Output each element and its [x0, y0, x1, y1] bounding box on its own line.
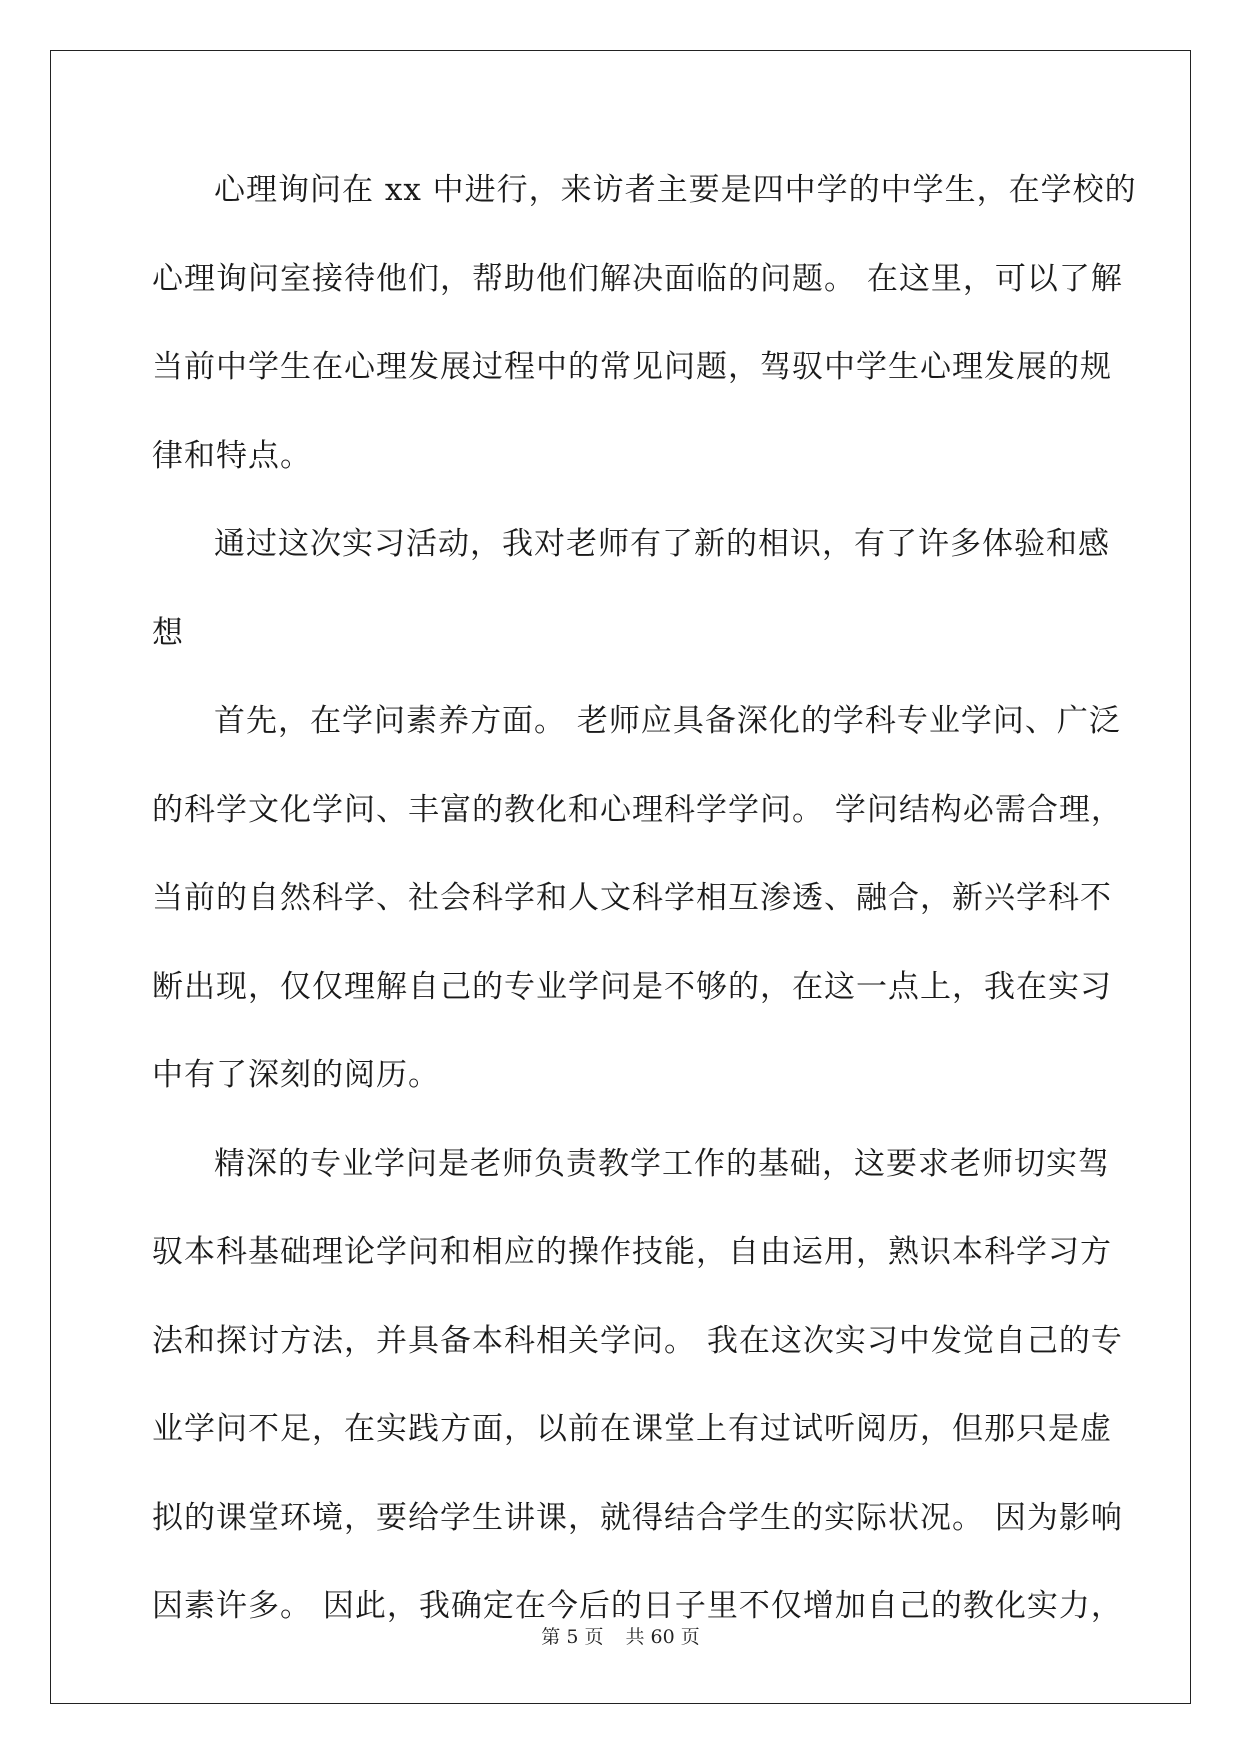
paragraph-line: 驭本科基础理论学问和相应的操作技能，自由运用，熟识本科学习方	[152, 1234, 1112, 1270]
paragraph-line: 想	[152, 614, 184, 651]
paragraph-line: 拟的课堂环境，要给学生讲课，就得结合学生的实际状况。 因为影响	[152, 1499, 1123, 1536]
paragraph-line: 首先，在学问素养方面。 老师应具备深化的学科专业学问、广泛	[214, 703, 1121, 739]
page-footer	[0, 1622, 1241, 1649]
paragraph-line: 心理询问在 xx 中进行，来访者主要是四中学的中学生，在学校的	[214, 172, 1137, 208]
paragraph-line: 中有了深刻的阅历。	[152, 1057, 440, 1093]
document-body	[152, 160, 1137, 1665]
paragraph-line: 当前中学生在心理发展过程中的常见问题，驾驭中学生心理发展的规	[152, 349, 1112, 385]
paragraph-line: 心理询问室接待他们，帮助他们解决面临的问题。 在这里，可以了解	[152, 260, 1123, 297]
page-number: 第 5 页	[541, 1626, 604, 1648]
paragraph-line: 当前的自然科学、社会科学和人文科学相互渗透、融合，新兴学科不	[152, 880, 1112, 916]
paragraph-line: 通过这次实习活动，我对老师有了新的相识，有了许多体验和感	[214, 526, 1110, 562]
paragraph-line: 律和特点。	[152, 437, 312, 474]
paragraph-line: 断出现，仅仅理解自己的专业学问是不够的，在这一点上，我在实习	[152, 968, 1112, 1005]
paragraph-line: 业学问不足，在实践方面，以前在课堂上有过试听阅历，但那只是虚	[152, 1411, 1112, 1447]
paragraph-line: 的科学文化学问、丰富的教化和心理科学学问。 学问结构必需合理，	[152, 791, 1123, 828]
paragraph-line: 因素许多。 因此，我确定在今后的日子里不仅增加自己的教化实力，	[152, 1588, 1123, 1624]
page-total: 共 60 页	[625, 1626, 700, 1648]
paragraph-line: 法和探讨方法，并具备本科相关学问。 我在这次实习中发觉自己的专	[152, 1322, 1123, 1359]
paragraph-line: 精深的专业学问是老师负责教学工作的基础，这要求老师切实驾	[214, 1145, 1110, 1182]
